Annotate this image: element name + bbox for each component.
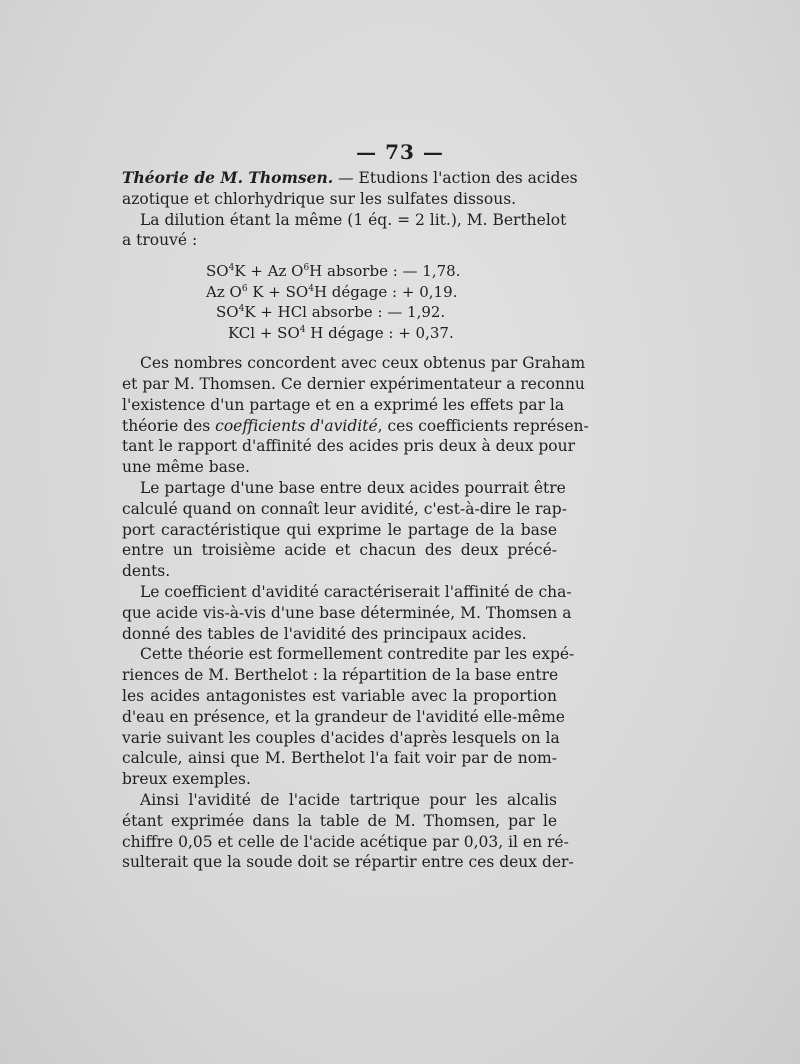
section-heading: Théorie de M. Thomsen. — [122, 168, 334, 187]
equation: $SO^4K + Az$ $O^6H$ absorbe : — 1,78. — [206, 262, 461, 281]
text-line: Ces nombres concordent avec ceux obtenus par Graham — [140, 354, 586, 373]
text-line — [122, 168, 578, 189]
text-line: d'eau en présence, et la grandeur de l'avidité elle-même — [122, 707, 565, 726]
text-line: chiffre 0,05 et celle de l'acide acétique par 0,03, il en ré- — [122, 832, 569, 851]
text-line: port caractéristique qui exprime le partage de la base — [122, 520, 557, 539]
text-span: — Etudions l'action des acides — [333, 169, 578, 187]
text-line: l'existence d'un partage et en a exprimé les effets par la — [122, 395, 565, 414]
text-line: sulterait que la soude doit se répartir entre ces deux der- — [122, 853, 574, 872]
equation: KCl + $SO^4$ H dégage : + 0,37. — [228, 323, 454, 342]
text-line: varie suivant les couples d'acides d'après lesquels on la — [122, 728, 560, 747]
text-line: et par M. Thomsen. Ce dernier expérimentateur a reconnu — [122, 374, 585, 393]
text-line: étant exprimée dans la table de M. Thomsen, par le — [122, 811, 557, 830]
text-line: Ainsi l'avidité de l'acide tartrique pour les alcalis — [140, 790, 557, 809]
text-line: dents. — [122, 562, 171, 581]
text-line: Le coefficient d'avidité caractériserait l'affinité de cha- — [140, 582, 572, 601]
text-line: tant le rapport d'affinité des acides pris deux à deux pour — [122, 437, 576, 456]
equation: $SO^4K$ + HCl absorbe : — 1,92. — [216, 303, 446, 322]
text-line: breux exemples. — [122, 770, 251, 789]
text-line: Cette théorie est formellement contredite par les expé- — [140, 645, 575, 664]
text-line: entre un troisième acide et chacun des deux précé- — [122, 541, 557, 560]
text-line: Le partage d'une base entre deux acides pourrait être — [140, 478, 566, 497]
text-line: riences de M. Berthelot : la répartition de la base entre — [122, 666, 559, 685]
equation: Az $O^6$ $K + SO^4H$ dégage : + 0,19. — [206, 282, 458, 301]
text-line: a trouvé : — [122, 231, 198, 250]
text-line: azotique et chlorhydrique sur les sulfates dissous. — [122, 189, 517, 208]
text-line: donné des tables de l'avidité des principaux acides. — [122, 624, 527, 643]
text-line: théorie des coefficients d'avidité, ces coefficients représen- — [122, 416, 589, 435]
text-line: La dilution étant la même (1 éq. = 2 lit.), M. Berthelot — [140, 210, 567, 229]
text-line: calcule, ainsi que M. Berthelot l'a fait voir par de nom- — [122, 749, 557, 768]
body-text — [122, 168, 589, 873]
text-line: calculé quand on connaît leur avidité, c'est-à-dire le rap- — [122, 499, 567, 518]
text-line: que acide vis-à-vis d'une base déterminée, M. Thomsen a — [122, 603, 572, 622]
text-line: les acides antagonistes est variable avec la proportion — [122, 686, 557, 705]
text-line: une même base. — [122, 458, 250, 477]
page-number: — 73 — — [356, 140, 444, 164]
italic-term: coefficients d'avidité — [215, 416, 378, 435]
equation-block — [122, 261, 557, 343]
